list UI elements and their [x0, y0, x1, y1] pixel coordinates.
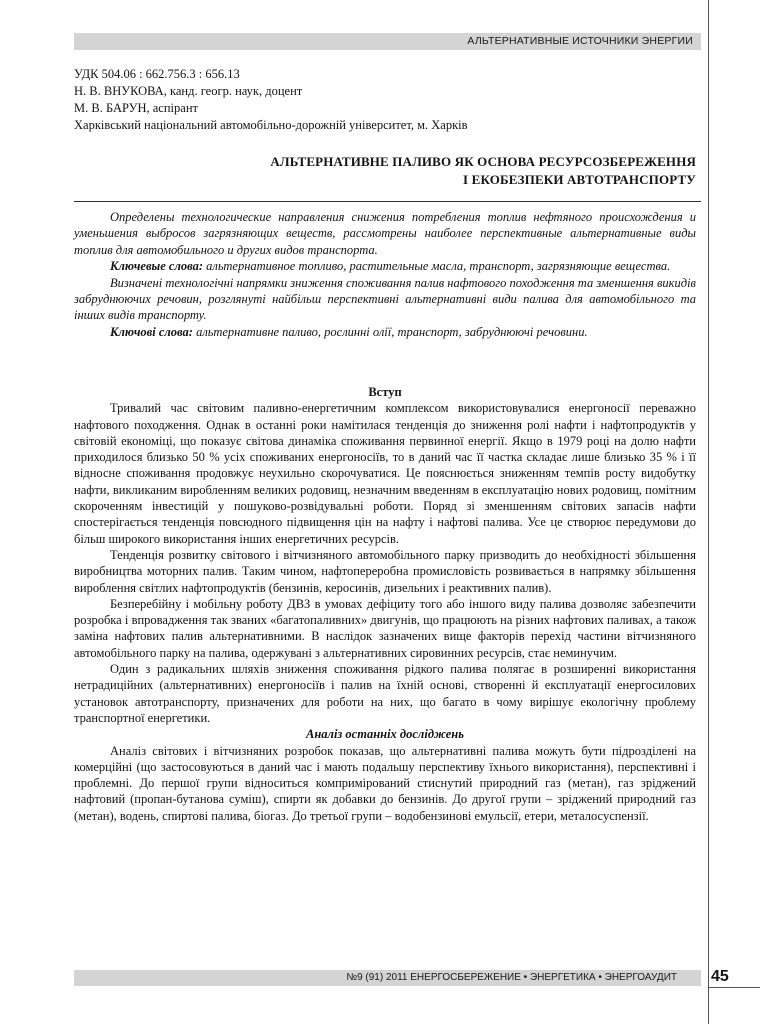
running-footer — [74, 970, 701, 986]
page-number: 45 — [711, 968, 729, 985]
title-line-1: АЛЬТЕРНАТИВНЕ ПАЛИВО ЯК ОСНОВА РЕСУРСОЗБЕРЕЖЕННЯ — [270, 154, 696, 169]
affiliation: Харківський національний автомобільно-дорожній університет, м. Харків — [74, 118, 468, 132]
analysis-heading: Аналіз останніх досліджень — [306, 727, 464, 742]
keywords-ru-text: альтернативное топливо, растительные масла, транспорт, загрязняющие вещества. — [203, 259, 671, 274]
paragraph-4: Один з радикальних шляхів зниження споживання рідкого палива полягає в розширенні використання нетрадиційних (альтернативних) енергоносіїв і палив на їхній основі, створенні й експлуатації енергосилових установок автотранспорту, призначених для роботи на них, що багато в чому вирішує екологічну проблему транспортної енергетики. — [74, 662, 696, 725]
page-number-rule — [708, 987, 760, 988]
article-body — [74, 384, 696, 824]
running-header — [74, 33, 701, 50]
article-title — [74, 153, 696, 188]
keywords-ua-text: альтернативне паливо, рослинні олії, транспорт, забруднюючі речовини. — [192, 324, 588, 339]
article-meta — [74, 66, 701, 134]
author-1: Н. В. ВНУКОВА, канд. геогр. наук, доцент — [74, 84, 303, 98]
keywords-ru-label: Ключевые слова: — [110, 259, 204, 274]
abstract-ua: Визначені технологічні напрямки зниження споживання палив нафтового походження та зменшення викидів забруднюючих речовин, розглянуті найбільш перспективні альтернативні види палива для автомобільного та інших видів транспорту. — [74, 275, 696, 323]
journal-info: №9 (91) 2011 ЕНЕРГОСБЕРЕЖЕНИЕ • ЭНЕРГЕТИКА • ЭНЕРГОАУДИТ — [346, 972, 677, 983]
paragraph-3: Безперебійну і мобільну роботу ДВЗ в умовах дефіциту того або іншого виду палива дозволяє забезпечити розробка і впровадження так званих «багатопаливних» двигунів, що працюють на різних нафтових паливах, а також заміна нафтових палив альтернативними. В наслідок зазначених вище факторів перехід частини вітчизняного автомобільного парку на палива, одержувані з альтернативних сировинних ресурсів, стає неминучим. — [74, 596, 696, 660]
section-title: АЛЬТЕРНАТИВНЫЕ ИСТОЧНИКИ ЭНЕРГИИ — [467, 35, 693, 47]
intro-heading: Вступ — [368, 385, 402, 399]
keywords-ua — [74, 324, 696, 340]
abstract-ru: Определены технологические направления снижения потребления топлив нефтяного происхождения и уменьшения выбросов загрязняющих веществ, рассмотрены наиболее перспективные альтернативные виды топлив для автомобильного и других видов транспорта. — [74, 210, 696, 257]
udc-code: УДК 504.06 : 662.756.3 : 656.13 — [74, 67, 240, 81]
author-2: М. В. БАРУН, аспірант — [74, 101, 198, 115]
margin-vertical-rule — [708, 0, 709, 1024]
keywords-ru — [74, 258, 696, 274]
keywords-ua-label: Ключові слова: — [110, 324, 193, 339]
paragraph-2: Тенденція розвитку світового і вітчизняного автомобільного парку призводить до необхідності збільшення виробництва моторних палив. Таким чином, нафтопереробна промисловість розвивається в напрямку збільшення вироблення світлих нафтопродуктів (бензинів, керосинів, дизельних і реактивних палив). — [74, 547, 696, 595]
title-divider — [74, 201, 701, 202]
title-line-2: І ЕКОБЕЗПЕКИ АВТОТРАНСПОРТУ — [463, 171, 696, 187]
paragraph-1: Тривалий час світовим паливно-енергетичним комплексом використовувалися енергоносії переважно нафтового походження. Однак в останні роки намітилася тенденція до зниження ролі нафти і нафтопродуктів у світовій економіці, що показує світова динаміка споживання первинної енергії. Якщо в 1979 році на долю нафти приходилося близько 50 % усіх споживаних енергоносіїв, то в даний час її частка складає лише близько 35 % і її відносне споживання продовжує неухильно скорочуватися. Це пояснюється зниженням темпів росту видобутку нафти, викликаним виробленням великих родовищ, незначним введенням в експлуатацію нових родовищ, помітним скороченням інвестицій у пошуково-розвідувальні роботи. Поряд зі зменшенням світових запасів нафти спостерігається тенденція повсюдного підвищення цін на нафту і нафтові палива. Усе це створює передумови до більш широкого використання інших енергетичних ресурсів. — [74, 401, 696, 546]
abstract — [74, 209, 696, 340]
paragraph-5: Аналіз світових і вітчизняних розробок показав, що альтернативні палива можуть бути підрозділені на комерційні (що застосовуються в даний час і мають подальшу перспективу їхнього використання), перспективні і проблемні. До першої групи відноситься компримірований стиснутий природний газ (метан), газ зріджений нафтовий (пропан-бутанова суміш), спирти як добавки до бензинів. До другої групи – зріджений природний газ (метан), водень, спиртові палива, біогаз. До третьої групи – водобензинові емульсії, етери, металосуспензії. — [74, 743, 696, 823]
